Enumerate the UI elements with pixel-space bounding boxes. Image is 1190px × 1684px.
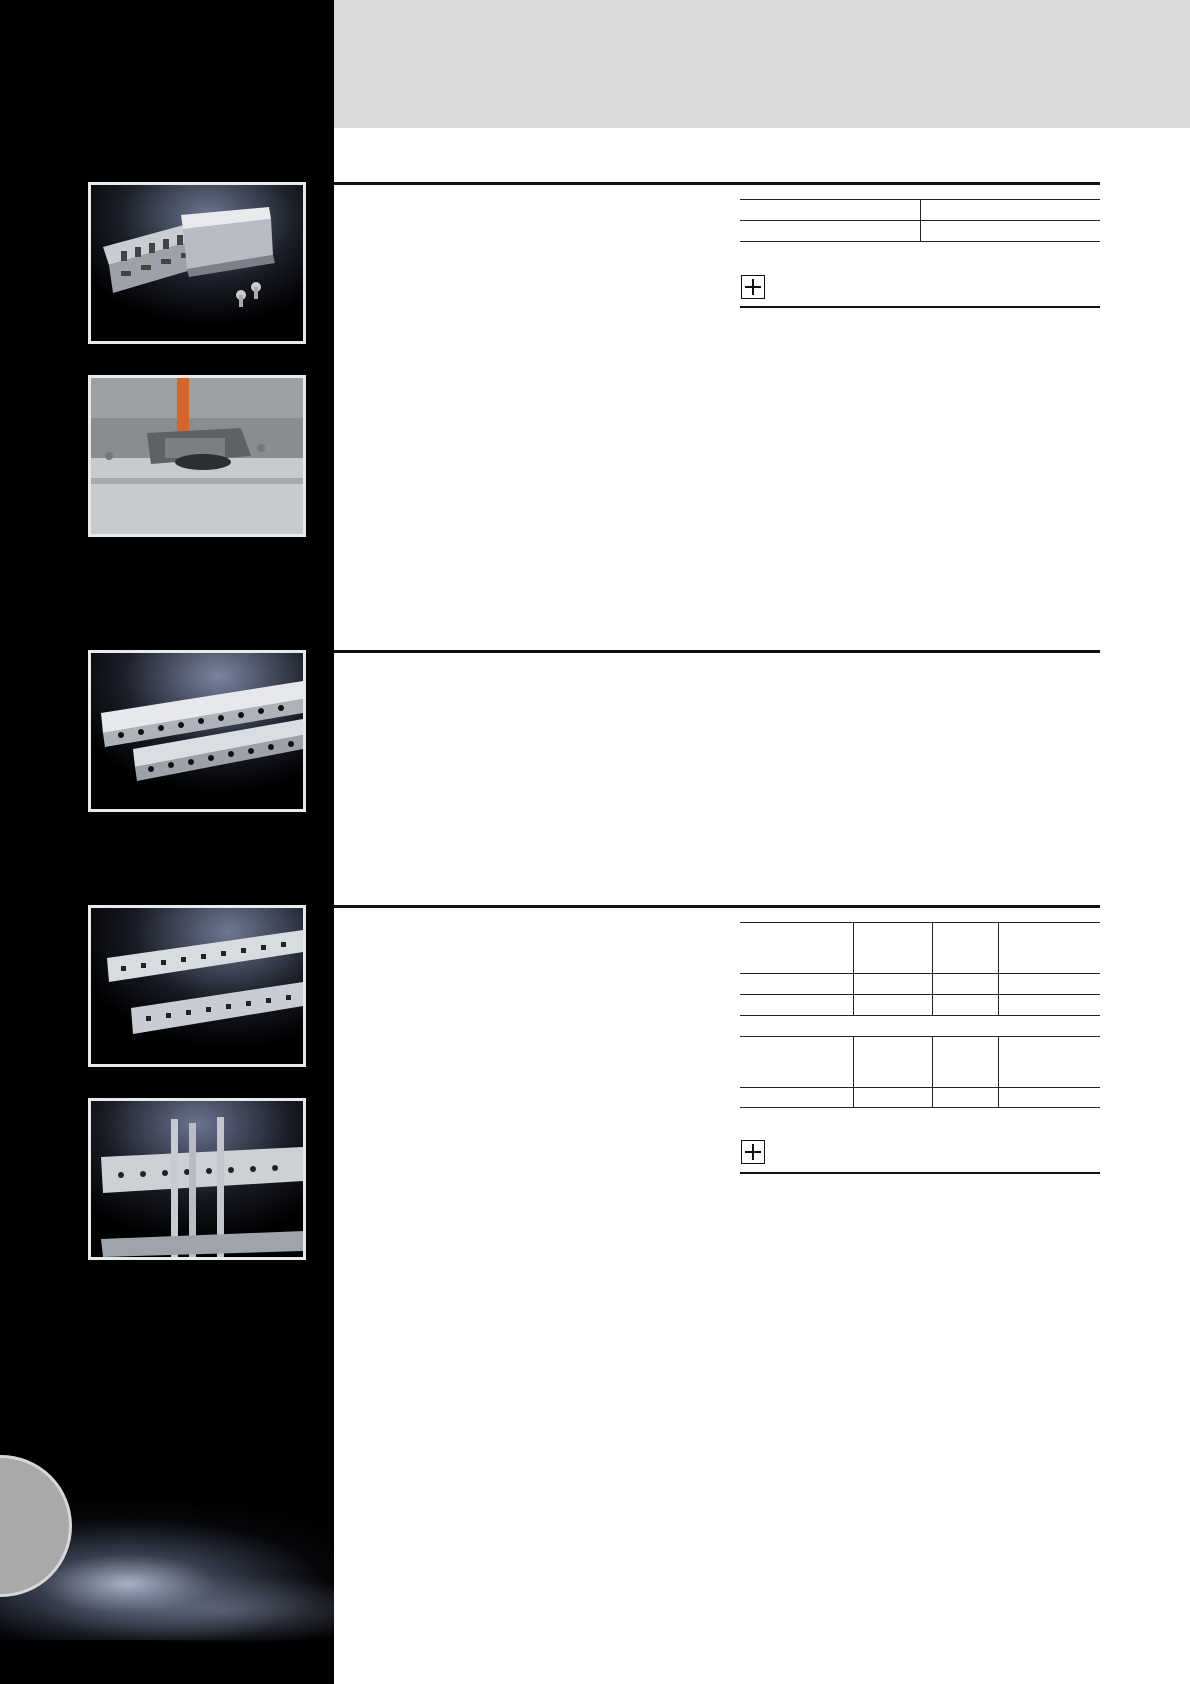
table-divider bbox=[853, 922, 854, 1015]
table-line bbox=[740, 1036, 1100, 1037]
cable-clamp-rail-photo bbox=[88, 1098, 306, 1260]
section-2-rule bbox=[334, 650, 1100, 653]
table-line bbox=[740, 994, 1100, 995]
table-divider bbox=[998, 1036, 999, 1107]
rail-mounting-photo bbox=[88, 375, 306, 537]
plus-icon bbox=[741, 275, 765, 299]
sidebar-glow-secondary bbox=[40, 1575, 334, 1645]
plus-icon bbox=[741, 1140, 765, 1164]
section-3-bottom-rule bbox=[740, 1172, 1100, 1174]
comb-rail-photo bbox=[88, 650, 306, 812]
table-line bbox=[740, 241, 1100, 242]
bracket-and-rail-photo bbox=[88, 182, 306, 344]
page-header-bar bbox=[334, 0, 1190, 128]
table-line bbox=[740, 922, 1100, 923]
perforated-rails-photo bbox=[88, 905, 306, 1067]
table-line bbox=[740, 1107, 1100, 1108]
table-divider bbox=[932, 922, 933, 1015]
table-line bbox=[740, 1015, 1100, 1016]
section-1-bottom-rule bbox=[740, 306, 1100, 308]
table-line bbox=[740, 973, 1100, 974]
table-divider bbox=[932, 1036, 933, 1107]
table-divider bbox=[998, 922, 999, 1015]
section-3-rule bbox=[334, 905, 1100, 908]
section-1-rule bbox=[334, 182, 1100, 185]
table-line bbox=[740, 1087, 1100, 1088]
table-divider bbox=[920, 199, 921, 241]
table-divider bbox=[853, 1036, 854, 1107]
sidebar bbox=[0, 0, 334, 1684]
